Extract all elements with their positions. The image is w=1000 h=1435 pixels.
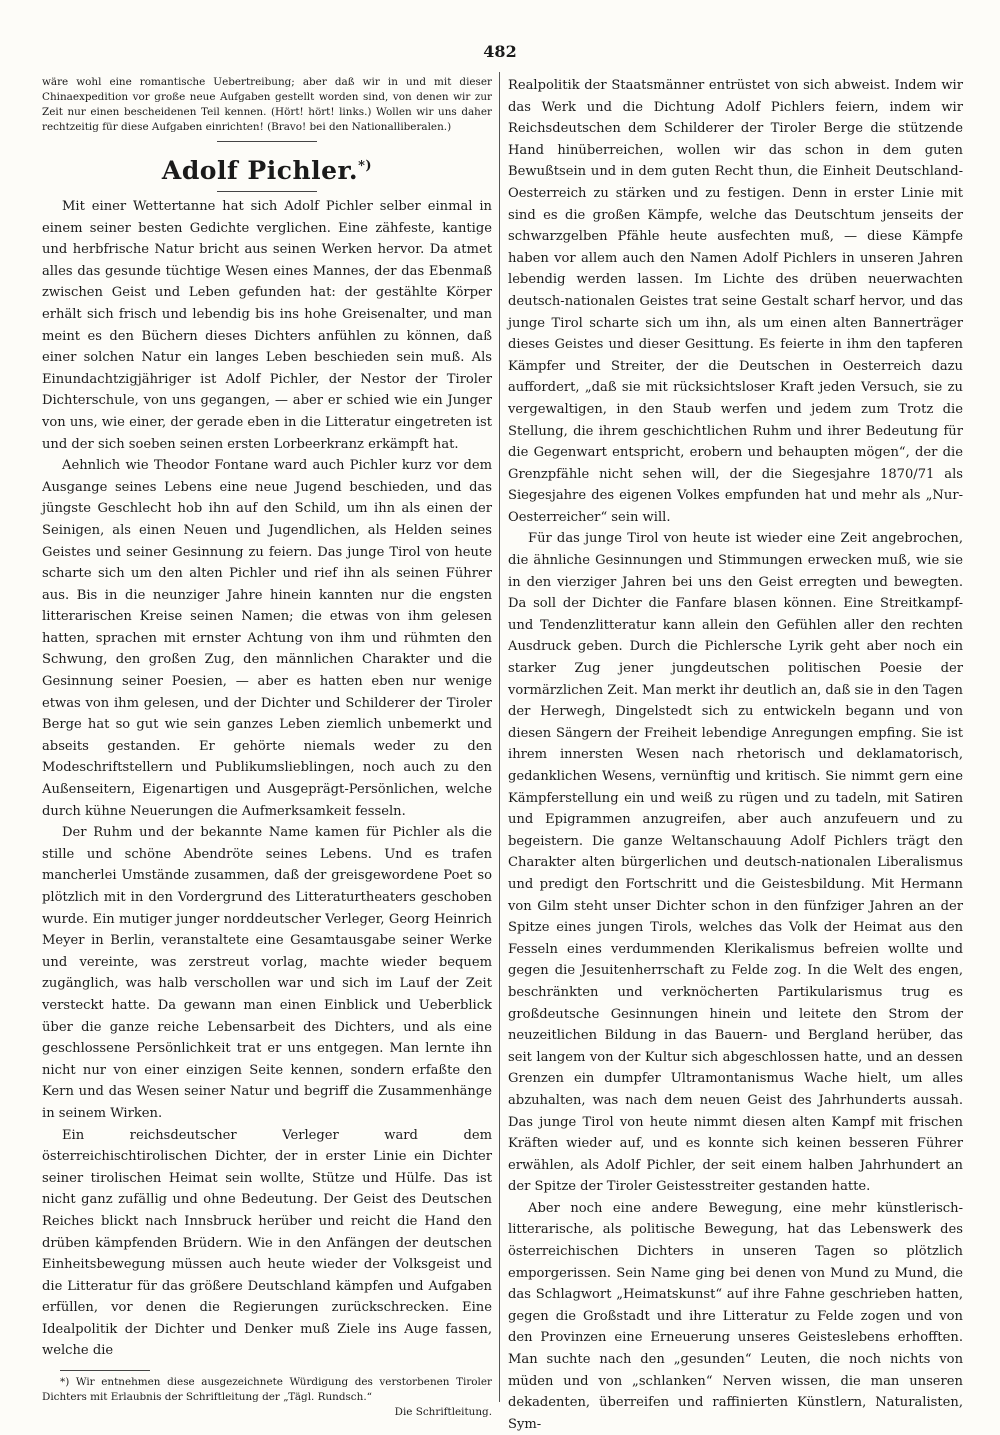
- right-column: [508, 75, 963, 1432]
- footnote-text: *) Wir entnehmen diese ausgezeichnete Würdigung des verstorbenen Tiroler Dichters mit Erlaubnis der Schriftleitung der „Tägl. Rundsch.“: [42, 1376, 492, 1404]
- article-title-text: Adolf Pichler.: [161, 156, 359, 185]
- paragraph: Der Ruhm und der bekannte Name kamen für Pichler als die stille und schöne Abendröte seines Lebens. Und es trafen mancherlei Umstände zusammen, daß der greisgewordene Poet so plötzlich mit in den Vordergrund des Litteraturtheaters geschoben wurde. Ein mutiger junger norddeutscher Verleger, Georg Heinrich Meyer in Berlin, veranstaltete eine Gesamtausgabe seiner Werke und vereinte, was zerstreut vorlag, machte wieder bequem zugänglich, was halb verschollen war und sich im Lauf der Zeit versteckt hatte. Da gewann man einen Einblick und Ueberblick über die ganze reiche Lebensarbeit des Dichters, und als eine geschlossene Persönlichkeit trat er uns entgegen. Man lernte ihn nicht nur von einer einzigen Seite kennen, sondern erfaßte den Kern und das Wesen seiner Natur und begriff die Zusammenhänge in seinem Wirken.: [42, 825, 492, 1121]
- left-column: [42, 75, 493, 1419]
- paragraph: Mit einer Wettertanne hat sich Adolf Pichler selber einmal in einem seiner besten Gedichte verglichen. Eine zähfeste, kantige und herbfrische Natur bricht aus seinen Werken hervor. Da atmet alles das gesunde tüchtige Wesen eines Mannes, der das Ebenmaß zwischen Geist und Leben gefunden hat: der gestählte Körper erhält sich frisch und lebendig bis ins hohe Greisenalter, und man meint es den Büchern dieses Dichters anfühlen zu können, daß einer solchen Natur ein langes Leben beschieden sein muß. Als Einundachtzigjähriger ist Adolf Pichler, der Nestor der Tiroler Dichterschule, von uns gegangen, — aber er schied wie ein Junger von uns, wie einer, der gerade eben in die Litteratur eingetreten ist und der sich soeben seinen ersten Lorbeerkranz erkämpft hat.: [42, 199, 493, 452]
- footnote: [42, 1375, 492, 1420]
- column-divider: [499, 72, 500, 1402]
- footnote-marker: *): [358, 158, 373, 174]
- paragraph: Für das junge Tirol von heute ist wieder eine Zeit angebrochen, die ähnliche Gesinnungen und Stimmungen erwecken muß, wie sie in den vierziger Jahren bei uns den Geist erregten und bewegten. Da soll der Dichter die Fanfare blasen können. Eine Streitkampf- und Tendenzlitteratur kann allein den Gefühlen aller den rechten Ausdruck geben. Durch die Pichlersche Lyrik geht aber noch ein starker Zug jener jungdeutschen politischen Poesie der vormärzlichen Zeit. Man merkt ihr deutlich an, daß sie in den Tagen der Herwegh, Dingelstedt sich zu entwickeln begann und von diesen Sängern der Freiheit lebendige Anregungen empfing. Sie ist ihrem innersten Wesen nach rhetorisch und deklamatorisch, gedanklichen Wesens, vernünftig und kritisch. Sie nimmt gern eine Kämpferstellung ein und weiß zu rügen und zu tadeln, mit Satiren und Epigrammen anzugreifen, aber auch anzufeuern und zu begeistern. Die ganze Weltanschauung Adolf Pichlers trägt den Charakter alten bürgerlichen und deutsch-nationalen Liberalismus und predigt den Fortschritt und die Geistesbildung. Mit Hermann von Gilm steht unser Dichter schon in den fünfziger Jahren an der Spitze eines jungen Tirols, welches das Volk der Heimat aus den Fesseln eines verdummenden Klerikalismus befreien wollte und gegen die Jesuitenherrschaft zu Felde zog. In die Welt des engen, beschränkten und verknöcherten Partikularismus trug es großdeutsche Gesinnungen hinein und leitete den Strom der neuzeitlichen Bildung in das Bauern- und Bergland herüber, das seit langem von der Kultur sich abgeschlossen hatte, und an dessen Grenzen ein dumpfer Ultramontanismus Wache hielt, um alles abzuhalten, was nach dem neuen Geist des Jahrhunderts aussah. Das junge Tirol von heute nimmt diesen alten Kampf mit frischen Kräften wieder auf, und es konnte sich keinen besseren Führer erwählen, als Adolf Pichler, der seit einem halben Jahrhundert an der Spitze der Tiroler Geistesstreiter gestanden hatte.: [508, 531, 963, 1195]
- intro-paragraph: wäre wohl eine romantische Uebertreibung; aber daß wir in und mit dieser Chinaexpedition vor große neue Aufgaben gestellt worden sind, von denen wir zur Zeit nur einen bescheidenen Teil kennen. (Hört! hört! links.) Wollen wir uns daher rechtzeitig für diese Aufgaben einrichten! (Bravo! bei den Nationalliberalen.): [42, 76, 492, 133]
- article-title: [42, 156, 492, 185]
- paragraph: Aehnlich wie Theodor Fontane ward auch Pichler kurz vor dem Ausgange seines Lebens eine neue Jugend beschieden, und das jüngste Geschlecht hob ihn auf den Schild, um ihn als einen der Seinigen, als einen Neuen und Jugendlichen, als Helden seines Geistes und seiner Gesinnung zu feiern. Das junge Tirol von heute scharte sich um den alten Pichler und rief ihn als seinen Führer aus. Bis in die neunziger Jahre hinein kannten nur die engsten litterarischen Kreise seinen Namen; die etwas von ihm gelesen hatten, sprachen mit ernster Achtung von ihm und rühmten den Schwung, den großen Zug, den männlichen Charakter und die Gesinnung seiner Poesien, — aber es hatten eben nur wenige etwas von ihm gelesen, und der Dichter und Schilderer der Tiroler Berge hat so gut wie sein ganzes Leben ziemlich unbemerkt und abseits gestanden. Er gehörte niemals weder zu den Modeschriftstellern und Publikumslieblingen, noch auch zu den Außenseitern, Eigenartigen und Ausgeprägt-Persönlichen, welche durch kühne Neuerungen die Aufmerksamkeit fesseln.: [42, 458, 492, 819]
- title-rule: [217, 141, 317, 142]
- paragraph: Ein reichsdeutscher Verleger ward dem österreichischtirolischen Dichter, der in erster Linie ein Dichter seiner tirolischen Heimat sein wollte, Stütze und Hülfe. Das ist nicht ganz zufällig und ohne Bedeutung. Der Geist des Deutschen Reiches blickt nach Innsbruck herüber und reicht die Hand den drüben kämpfenden Brüdern. Wie in den Anfängen der deutschen Einheitsbewegung müssen auch heute wieder der Volksgeist und die Litteratur für das größere Deutschland kämpfen und Aufgaben erfüllen, vor denen die Regierungen zurückschrecken. Eine Idealpolitik der Dichter und Denker muß Ziele ins Auge fassen, welche die: [42, 1127, 492, 1359]
- title-underrule: [217, 191, 317, 192]
- footnote-signature: Die Schriftleitung.: [394, 1406, 492, 1419]
- paragraph: Realpolitik der Staatsmänner entrüstet von sich abweist. Indem wir das Werk und die Dichtung Adolf Pichlers feiern, indem wir Reichsdeutschen dem Schilderer der Tiroler Berge die stützende Hand hinüberreichen, wollen wir das schon in dem guten Bewußtsein und in dem guten Recht thun, die Einheit Deutschland-Oesterreich zu stärken und zu festigen. Denn in erster Linie mit sind es die großen Kämpfe, welche das Deutschtum jenseits der schwarzgelben Pfähle heute ausfechten muß, — diese Kämpfe haben vor allem auch den Namen Adolf Pichlers in unseren Jahren lebendig werden lassen. Im Lichte des drüben neuerwachten deutsch-nationalen Geistes trat seine Gestalt scharf hervor, und das junge Tirol scharte sich um ihn, als um einen alten Bannerträger dieses Geistes und dieser Gesittung. Es feierte in ihm den tapferen Kämpfer und Streiter, der die Deutschen in Oesterreich dazu auffordert, „daß sie mit rücksichtsloser Kraft jeden Versuch, sie zu vergewaltigen, in den Staub werfen und jedem zum Trotz die Stellung, die ihrem geschichtlichen Ruhm und ihrer Bedeutung für die Gegenwart entspricht, erobern und behaupten mögen“, der die Grenzpfähle nicht sehen will, der die Siegesjahre 1870/71 als Siegesjahre des eigenen Volkes empfunden hat und mehr als „Nur-Oesterreicher“ sein will.: [508, 78, 963, 525]
- page-number: 482: [483, 42, 517, 61]
- footnote-rule: [60, 1370, 150, 1371]
- paragraph: Aber noch eine andere Bewegung, eine mehr künstlerisch-litterarische, als politische Bewegung, hat das Lebenswerk des österreichischen Dichters in unseren Tagen so plötzlich emporgerissen. Sein Name ging bei denen von Mund zu Mund, die das Schlagwort „Heimatskunst“ auf ihre Fahne geschrieben hatten, gegen die Großstadt und ihre Litteratur zu Felde zogen und von den Provinzen eine Erneuerung unseres Geisteslebens erhofften. Man suchte nach den „gesunden“ Leuten, die noch nichts von müden und von „schlanken“ Nerven wissen, die man unseren dekadenten, überreifen und raffinierten Künstlern, Naturalisten, Sym-: [508, 1200, 963, 1432]
